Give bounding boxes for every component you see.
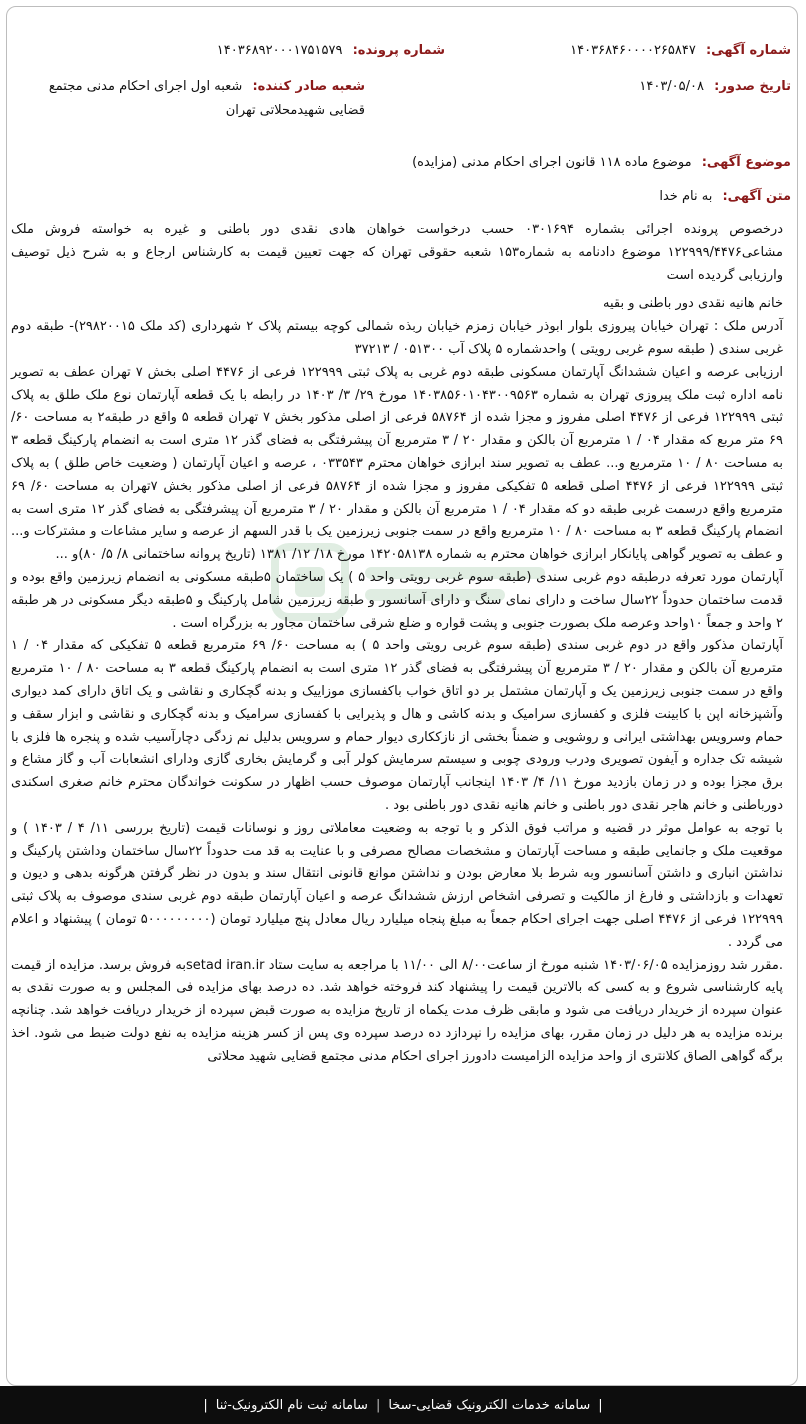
notice-number-row (570, 39, 791, 63)
case-number-row (217, 39, 445, 63)
paragraph-description: آپارتمان مذکور واقع در دوم غربی سندی (طبقه سوم غربی رویتی واحد ۵ ) به مساحت ۶۰/ ۶۹ مترمربع قطعه ۵ تفکیکی که مقدار ۰۴ / ۱ مترمربع آن بالکن و مقدار ۲۰ / ۳ مترمربع آن پیشرفتگی به فضای گذر ۱۲ متری است به انضمام پارکینگ قطعه ۳ به مساحت ۸۰ / ۱۰ مترمربع واقع در سمت جنوبی زیرزمین یک و آپارتمان مشتمل بر دو اتاق خواب باکفسازی موزاییک و بدنه گچکاری و نقاشی و یک اتاق دارای کمد دیواری وآشپزخانه اپن با کابینت فلزی و کفسازی سرامیک و بدنه کاشی و هال و پذیرایی با کفسازی سرامیک و بدنه گچکاری و نقاشی و ابزار سقف و حمام وسرویس بهداشتی ایرانی و روشویی و ضمناً بخشی از نازککاری دیوار حمام و سرویس بدلیل نم زدگی دچارآسیب شده و پنجره ها فلزی با شیشه تک جداره و آیفون تصویری ودرب ورودی چوبی و سیستم سرمایش کولر آبی و گرمایش بخاری گازی ودارای انشعابات آب و گاز مشاع و برق مجزا بوده و در زمان بازدید مورخ ۱۱/ ۴/ ۱۴۰۳ اینجانب آپارتمان موصوف حسب اظهار در سکونت خواندگان محترم خانم صغری اسکندی دورباطنی و خانم هاجر نقدی دور باطنی و خانم هانیه نقدی دور باطنی بود . (11, 638, 784, 813)
notice-number-value: ۱۴۰۳۶۸۴۶۰۰۰۰۲۶۵۸۴۷ (570, 43, 696, 58)
issue-date-row (639, 75, 791, 99)
case-number-label: شماره پرونده: (352, 43, 445, 58)
subject-value: موضوع ماده ۱۱۸ قانون اجرای احکام مدنی (مزایده) (412, 155, 692, 170)
paragraph-valuation: با توجه به عوامل موثر در قضیه و مراتب فوق الذکر و با توجه به وضعیت معاملاتی روز و نوسانات قیمت (تاریخ بررسی ۱۱/ ۴ / ۱۴۰۳ ) و موقعیت ملک و جانمایی طبقه و مساحت آپارتمان و مشخصات مصالح مصرفی و با عنایت به قد مت حدوداً ۲۲سال ساختمان وداشتن پارکینگ و نداشتن انباری و داشتن آسانسور وبه شرط بلا معارض بودن و نداشتن موانع قانونی انتقال سند و بدون در نظر گرفتن هرگونه بدهی و دیون و تعهدات و بازداشتی و فارغ از مالکیت و تصرفی اشخاص ارزش ششدانگ عرصه و اعیان آپارتمان طبقه دوم غربی سندی موصوف به پلاک ثبتی ۱۲۲۹۹۹ فرعی از ۴۴۷۶ اصلی جهت اجرای احکام جمعاً به مبلغ پنجاه میلیارد ریال معادل پنج میلیارد تومان (۵۰۰۰۰۰۰۰۰۰ تومان ) پیشنهاد و اعلام می گردد . (11, 820, 784, 950)
subject-label: موضوع آگهی: (701, 155, 791, 170)
subject-row (412, 151, 791, 175)
footer-link-sana[interactable]: سامانه ثبت نام الکترونیک-ثنا (215, 1397, 368, 1413)
notice-text-row (659, 185, 791, 209)
footer-separator-start: | (598, 1397, 603, 1413)
notice-text-intro: به نام خدا (659, 189, 713, 204)
footer-separator-end: | (203, 1397, 208, 1413)
notice-number-label: شماره آگهی: (705, 43, 791, 58)
issuer-label: شعبه صادر کننده: (252, 79, 365, 94)
case-number-value: ۱۴۰۳۶۸۹۲۰۰۰۱۷۵۱۵۷۹ (216, 43, 343, 58)
notice-text-label: متن آگهی: (722, 189, 791, 204)
issuer-value: شعبه اول اجرای احکام مدنی مجتمع قضایی شهیدمحلاتی تهران (48, 79, 365, 118)
footer-separator: | (375, 1397, 381, 1413)
paragraph-owners: خانم هانیه نقدی دور باطنی و بقیه (603, 296, 783, 312)
paragraph-request: درخصوص پرونده اجرائی بشماره ۰۳۰۱۶۹۴ حسب درخواست خواهان هادی نقدی دور باطنی و غیره به خواسته فروش ملک مشاعی۱۲۲۹۹۹/۴۴۷۶ موضوع دادنامه به شماره۱۵۳ شعبه حقوقی تهران که جهت تعیین قیمت به کارشناس ارجاع و به شرح ذیل توصیف وارزیابی گردیده است (11, 222, 784, 283)
notice-sheet (6, 6, 798, 1386)
paragraph-building: آپارتمان مورد تعرفه درطبقه دوم غربی سندی (طبقه سوم غربی رویتی واحد ۵ ) یک ساختمان ۵طبقه مسکونی به انضمام زیرزمین واقع بوده و قدمت ساختمان حدوداً ۲۲سال ساخت و دارای نمای سنگ و دارای آسانسور و طبقه زیرزمین شامل پارکینگ و ۵طبقه دیگر مسکونی در هر طبقه ۲ واحد و جمعاً ۱۰واحد وعرصه ملک بصورت جنوبی و پشت قواره و ضلع شرقی ساختمان مجاور به بزرگراه است . (11, 569, 783, 631)
footer-link-sakha[interactable]: سامانه خدمات الکترونیک قضایی-سخا (388, 1397, 591, 1413)
issue-date-label: تاریخ صدور: (714, 79, 791, 94)
notice-body (11, 219, 783, 1068)
footer-bar (0, 1386, 806, 1424)
paragraph-registration: ارزیابی عرصه و اعیان ششدانگ آپارتمان مسکونی طبقه دوم غربی به پلاک ثبتی ۱۲۲۹۹۹ فرعی از ۴۴۷۶ اصلی بخش ۷ تهران عطف به تصویر نامه اداره ثبت ملک پیروزی تهران به شماره ۱۴۰۳۸۵۶۰۱۰۴۳۰۰۹۵۶۳ مورخ ۲۹/ ۳/ ۱۴۰۳ در رابطه با یک قطعه آپارتمان نوع ملک طلق به پلاک ثبتی ۱۲۲۹۹۹ فرعی از ۴۴۷۶ اصلی مفروز و مجزا شده از ۵۸۷۶۴ فرعی از اصلی مذکور بخش ۷ تهران قطعه ۵ واقع در طبقه۲ به مساحت ۶۰/ ۶۹ متر مربع که مقدار ۰۴ / ۱ مترمربع آن بالکن و مقدار ۲۰ / ۳ مترمربع آن پیشرفتگی به فضای گذر ۱۲ متری است به انضمام پارکینگ قطعه ۳ به مساحت ۸۰ / ۱۰ مترمربع و... عطف به تصویر سند ابرازی خواهان محترم ۰۳۳۵۴۳ ، عرصه و اعیان آپارتمان ( وضعیت خاص طلق ) به پلاک ثبتی ۱۲۲۹۹۹ فرعی از ۴۴۷۶ اصلی قطعه ۵ تفکیکی مفروز و مجزا شده از ۵۸۷۶۴ فرعی از اصلی مذکور بخش ۷تهران به مساحت ۶۰/ ۶۹ مترمربع واقع درسمت غربی طبقه دو که مقدار ۰۴ / ۱ مترمربع آن بالکن و مقدار ۲۰ / ۳ مترمربع آن پیشرفتگی به فضای گذر ۱۲ متری است به انضمام پارکینگ قطعه ۳ به مساحت ۸۰ / ۱۰ مترمربع واقع در سمت جنوبی زیرزمین یک با قدر السهم از عرصه و سایر مشاعات و مشترکات و... و عطف به تصویر گواهی پایانکار ابرازی خواهان محترم به شماره ۱۴۲۰۵۸۱۳۸ مورخ ۱۸/ ۱۲/ ۱۳۸۱ (تاریخ پروانه ساختمانی ۸/ ۵/ ۸۰)و ... (11, 364, 784, 563)
issue-date-value: ۱۴۰۳/۰۵/۰۸ (639, 79, 704, 94)
issuer-row (11, 75, 365, 123)
paragraph-address: آدرس ملک : تهران خیابان پیروزی بلوار ابوذر خیابان زمزم خیابان ربذه شمالی کوچه بیستم پلاک ۲ شهرداری (کد ملک ۲۹۸۲۰۰۱۵)- طبقه دوم غربی سندی ( طبقه سوم غربی رویتی ) واحدشماره ۵ پلاک آب ۰۵۱۳۰۰ / ۳۷۲۱۳ (11, 319, 783, 357)
paragraph-auction: .مقرر شد روزمزایده ۱۴۰۳/۰۶/۰۵ شنبه مورخ از ساعت۸/۰۰ الی ۱۱/۰۰ با مراجعه به سایت ستاد setad iran.irبه فروش برسد. مزایده از قیمت پایه کارشناسی شروع و به کسی که بالاترین قیمت را پیشنهاد کند فروخته خواهد شد. ده درصد بهای مزایده فی المجلس و به صورت نقدی به عنوان سپرده از خریدار دریافت می شود و مابقی ظرف مدت یکماه از تاریخ مزایده به صورت قبض سپرده از خریدار دریافت خواهد شد. چنانچه برنده مزایده به هر دلیل در زمان مقرر، بهای مزایده را نپردازد ده درصد سپرده وی پس از کسر هزینه مزایده به نفع دولت ضبط می شود. اخذ برگه گواهی الصاق کلانتری از واحد مزایده الزامیست دادورز اجرای احکام مدنی مجتمع قضایی شهید محلاتی (11, 957, 783, 1064)
